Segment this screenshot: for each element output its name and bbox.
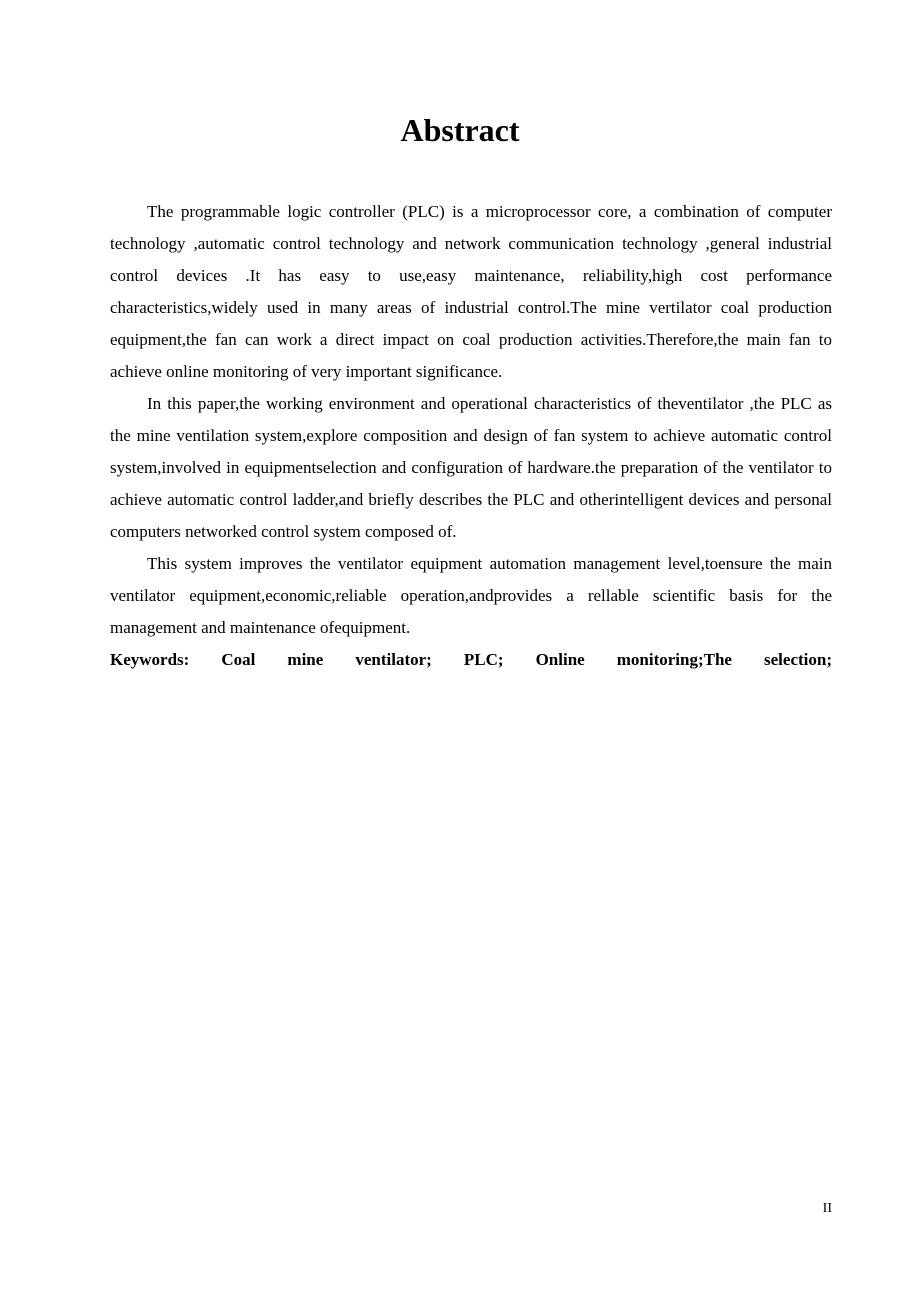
keywords-line: Keywords: Coal mine ventilator; PLC; Online monitoring;The selection;	[110, 650, 832, 669]
abstract-paragraph-1: The programmable logic controller (PLC) is a microprocessor core, a combination of computer technology ,automatic control technology and network communication technology ,general industrial control devices .It has easy to use,easy maintenance, reliability,high cost performance characteristics,widely used in many areas of industrial control.The mine vertilator coal production equipment,the fan can work a direct impact on coal production activities.Therefore,the main fan to achieve online monitoring of very important significance.	[110, 202, 832, 381]
abstract-paragraph-2: In this paper,the working environment and operational characteristics of theventilator ,the PLC as the mine ventilation system,explore composition and design of fan system to achieve automatic control system,involved in equipmentselection and configuration of hardware.the preparation of the ventilator to achieve automatic control ladder,and briefly describes the PLC and otherintelligent devices and personal computers networked control system composed of.	[110, 394, 832, 541]
page-number: II	[822, 1201, 832, 1216]
abstract-body	[110, 196, 832, 676]
page-title: Abstract	[400, 112, 520, 148]
abstract-paragraph-3: This system improves the ventilator equipment automation management level,toensure the main ventilator equipment,economic,reliable operation,andprovides a rellable scientific basis for the management and maintenance ofequipment.	[110, 554, 832, 637]
